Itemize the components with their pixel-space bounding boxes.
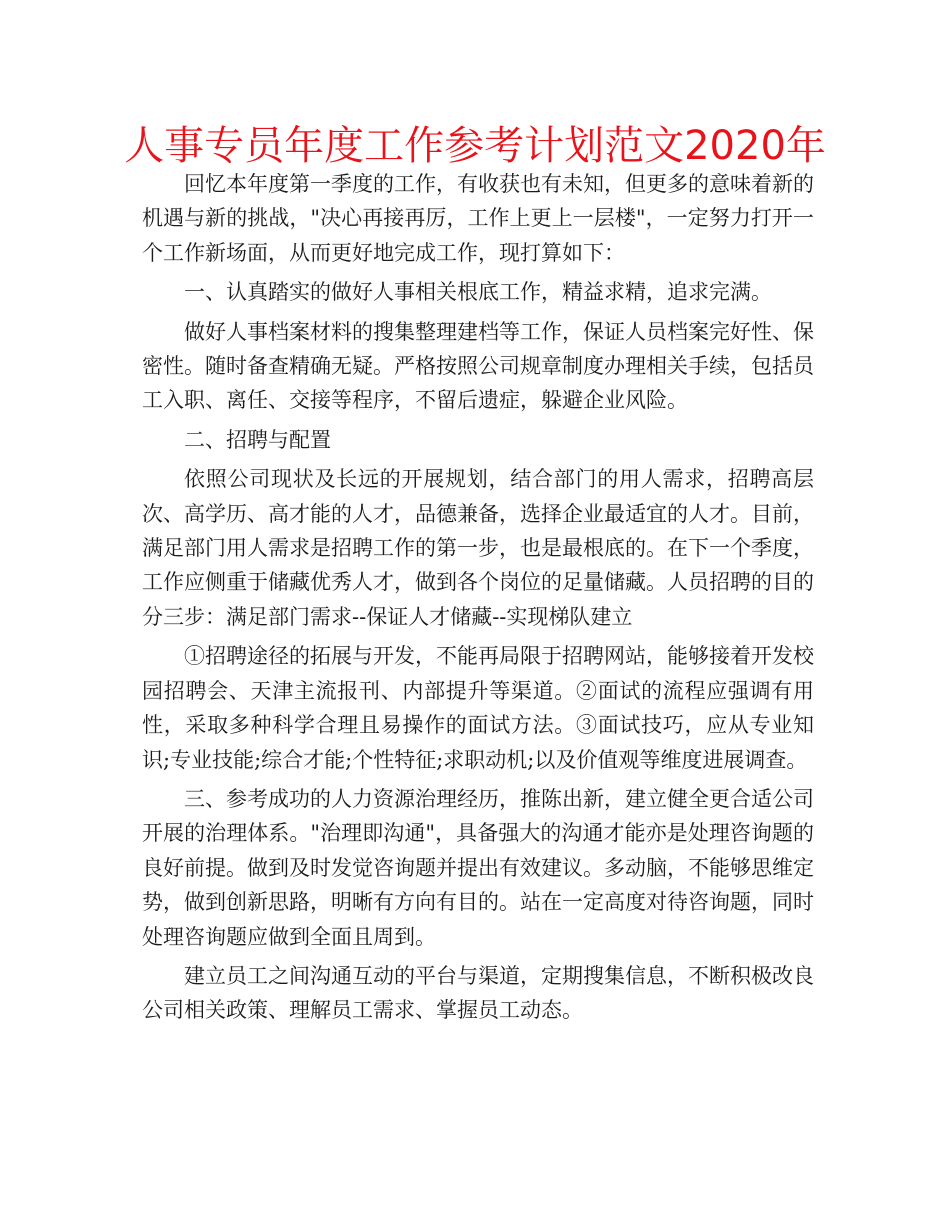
document-body [142,167,814,1033]
document-title: 人事专员年度工作参考计划范文2020年 [124,123,826,169]
paragraph-archives: 做好人事档案材料的搜集整理建档等工作，保证人员档案完好性、保密性。随时备查精确无疑。严格按照公司规章制度办理相关手续，包括员工入职、离任、交接等程序，不留后遗症，躲避企业风险。 [142,319,814,413]
paragraph-recruitment: 依照公司现状及长远的开展规划，结合部门的用人需求，招聘高层次、高学历、高才能的人才，品德兼备，选择企业最适宜的人才。目前，满足部门用人需求是招聘工作的第一步，也是最根底的。在下一个季度，工作应侧重于储藏优秀人才，做到各个岗位的足量储藏。人员招聘的目的分三步：满足部门需求--保证人才储藏--实现梯队建立 [142,467,814,629]
paragraph-intro: 回忆本年度第一季度的工作，有收获也有未知，但更多的意味着新的机遇与新的挑战，"决心再接再厉，工作上更上一层楼"，一定努力打开一个工作新场面，从而更好地完成工作，现打算如下： [142,172,814,265]
section-heading-2: 二、招聘与配置 [184,427,331,452]
section-heading-3: 三、参考成功的人力资源治理经历，推陈出新，建立健全更合适公司开展的治理体系。"治理即沟通"，具备强大的沟通才能亦是处理咨询题的良好前提。做到及时发觉咨询题并提出有效建议。多动脑，不能够思维定势，做到创新思路，明晰有方向有目的。站在一定高度对待咨询题，同时处理咨询题应做到全面且周到。 [142,786,814,949]
paragraph-recruitment-methods: ①招聘途径的拓展与开发，不能再局限于招聘网站，能够接着开发校园招聘会、天津主流报刊、内部提升等渠道。②面试的流程应强调有用性，采取多种科学合理且易操作的面试方法。③面试技巧，应从专业知识;专业技能;综合才能;个性特征;求职动机;以及价值观等维度进展调查。 [142,644,814,772]
paragraph-communication: 建立员工之间沟通互动的平台与渠道，定期搜集信息，不断积极改良公司相关政策、理解员工需求、掌握员工动态。 [142,963,814,1023]
section-heading-1: 一、认真踏实的做好人事相关根底工作，精益求精，追求完满。 [184,280,772,305]
